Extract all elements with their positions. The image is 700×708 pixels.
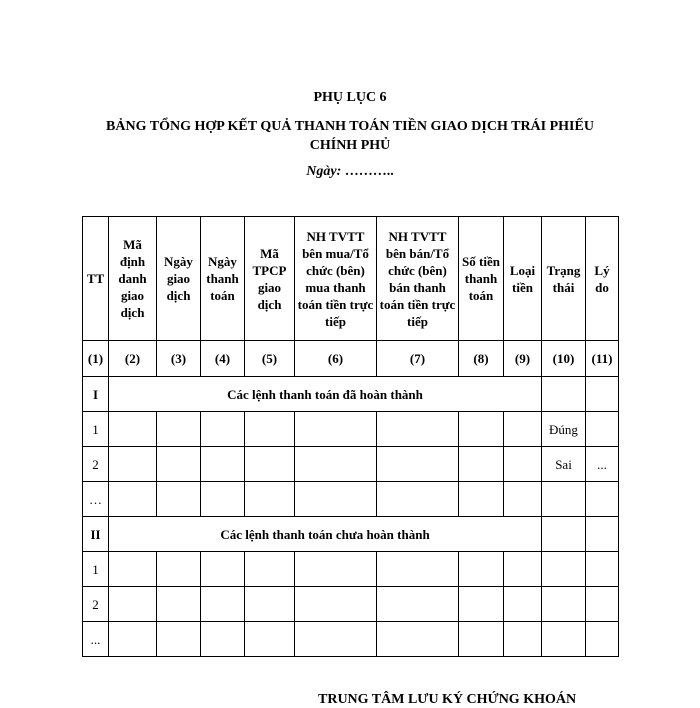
table-cell — [109, 622, 157, 657]
column-number: (11) — [586, 341, 619, 377]
col-header-currency: Loại tiền — [504, 217, 542, 341]
table-cell — [586, 377, 619, 412]
reason-cell — [586, 412, 619, 447]
table-cell — [201, 622, 245, 657]
column-number: (2) — [109, 341, 157, 377]
section-label: Các lệnh thanh toán đã hoàn thành — [109, 377, 542, 412]
table-cell — [109, 482, 157, 517]
column-number: (9) — [504, 341, 542, 377]
status-cell — [542, 622, 586, 657]
table-cell — [245, 552, 295, 587]
table-cell — [586, 517, 619, 552]
column-number: (1) — [83, 341, 109, 377]
status-cell — [542, 552, 586, 587]
date-value: ……….. — [344, 164, 394, 179]
reason-cell — [586, 482, 619, 517]
table-cell — [295, 622, 377, 657]
header-row — [83, 217, 619, 341]
row-index: 1 — [83, 412, 109, 447]
table-cell — [201, 552, 245, 587]
table-cell — [504, 587, 542, 622]
reason-cell — [586, 587, 619, 622]
table-cell — [459, 447, 504, 482]
table-cell — [201, 447, 245, 482]
table-cell — [157, 482, 201, 517]
table-cell — [542, 517, 586, 552]
table-row — [83, 622, 619, 657]
table-cell — [245, 482, 295, 517]
col-header-settlement-date: Ngày thanh toán — [201, 217, 245, 341]
table-cell — [504, 622, 542, 657]
reason-cell — [586, 552, 619, 587]
section-label: Các lệnh thanh toán chưa hoàn thành — [109, 517, 542, 552]
status-cell: Đúng — [542, 412, 586, 447]
table-cell — [377, 622, 459, 657]
column-number: (7) — [377, 341, 459, 377]
table-cell — [377, 412, 459, 447]
appendix-title: PHỤ LỤC 6 — [313, 90, 387, 105]
table-cell — [245, 412, 295, 447]
table-cell — [157, 552, 201, 587]
column-number-row — [83, 341, 619, 377]
col-header-trade-date: Ngày giao dịch — [157, 217, 201, 341]
col-header-reason: Lý do — [586, 217, 619, 341]
table-title: BẢNG TỔNG HỢP KẾT QUẢ THANH TOÁN TIỀN GIAO DỊCH TRÁI PHIẾU CHÍNH PHỦ — [106, 119, 594, 153]
col-header-buyer-bank: NH TVTT bên mua/Tổ chức (bên) mua thanh toán tiền trực tiếp — [295, 217, 377, 341]
status-cell — [542, 482, 586, 517]
table-cell — [201, 482, 245, 517]
row-index: 1 — [83, 552, 109, 587]
status-cell — [542, 587, 586, 622]
col-header-tt: TT — [83, 217, 109, 341]
table-row — [83, 552, 619, 587]
table-cell — [157, 622, 201, 657]
table-cell — [245, 587, 295, 622]
table-cell — [459, 412, 504, 447]
section-index: II — [83, 517, 109, 552]
table-cell — [295, 482, 377, 517]
status-cell: Sai — [542, 447, 586, 482]
col-header-seller-bank: NH TVTT bên bán/Tổ chức (bên) bán thanh toán tiền trực tiếp — [377, 217, 459, 341]
table-cell — [459, 482, 504, 517]
table-cell — [295, 412, 377, 447]
section-row-completed — [83, 377, 619, 412]
table-row — [83, 447, 619, 482]
table-cell — [295, 552, 377, 587]
table-cell — [157, 412, 201, 447]
reason-cell: ... — [586, 447, 619, 482]
table-row — [83, 587, 619, 622]
table-cell — [201, 412, 245, 447]
table-cell — [245, 622, 295, 657]
table-cell — [504, 412, 542, 447]
table-cell — [295, 587, 377, 622]
table-cell — [109, 412, 157, 447]
table-cell — [157, 447, 201, 482]
column-number: (4) — [201, 341, 245, 377]
col-header-amount: Số tiền thanh toán — [459, 217, 504, 341]
column-number: (8) — [459, 341, 504, 377]
table-cell — [245, 447, 295, 482]
row-index: 2 — [83, 447, 109, 482]
section-row-incomplete — [83, 517, 619, 552]
table-cell — [377, 482, 459, 517]
table-cell — [201, 587, 245, 622]
table-row — [83, 412, 619, 447]
table-cell — [109, 552, 157, 587]
row-index: ... — [83, 622, 109, 657]
table-cell — [504, 447, 542, 482]
footer-signature-heading: TRUNG TÂM LƯU KÝ CHỨNG KHOÁN — [318, 692, 577, 707]
table-cell — [542, 377, 586, 412]
column-number: (10) — [542, 341, 586, 377]
row-index: 2 — [83, 587, 109, 622]
table-cell — [377, 447, 459, 482]
reason-cell — [586, 622, 619, 657]
col-header-transaction-id: Mã định danh giao dịch — [109, 217, 157, 341]
section-index: I — [83, 377, 109, 412]
table-row — [83, 482, 619, 517]
payment-summary-table — [82, 216, 619, 657]
column-number: (3) — [157, 341, 201, 377]
table-cell — [109, 447, 157, 482]
table-cell — [109, 587, 157, 622]
col-header-bond-code: Mã TPCP giao dịch — [245, 217, 295, 341]
table-cell — [504, 552, 542, 587]
date-line — [0, 164, 700, 180]
table-cell — [295, 447, 377, 482]
col-header-status: Trạng thái — [542, 217, 586, 341]
table-cell — [377, 587, 459, 622]
table-cell — [459, 587, 504, 622]
table-cell — [157, 587, 201, 622]
table-cell — [459, 622, 504, 657]
row-index: … — [83, 482, 109, 517]
date-label: Ngày: — [306, 164, 342, 179]
table-cell — [504, 482, 542, 517]
column-number: (6) — [295, 341, 377, 377]
table-cell — [377, 552, 459, 587]
column-number: (5) — [245, 341, 295, 377]
table-cell — [459, 552, 504, 587]
